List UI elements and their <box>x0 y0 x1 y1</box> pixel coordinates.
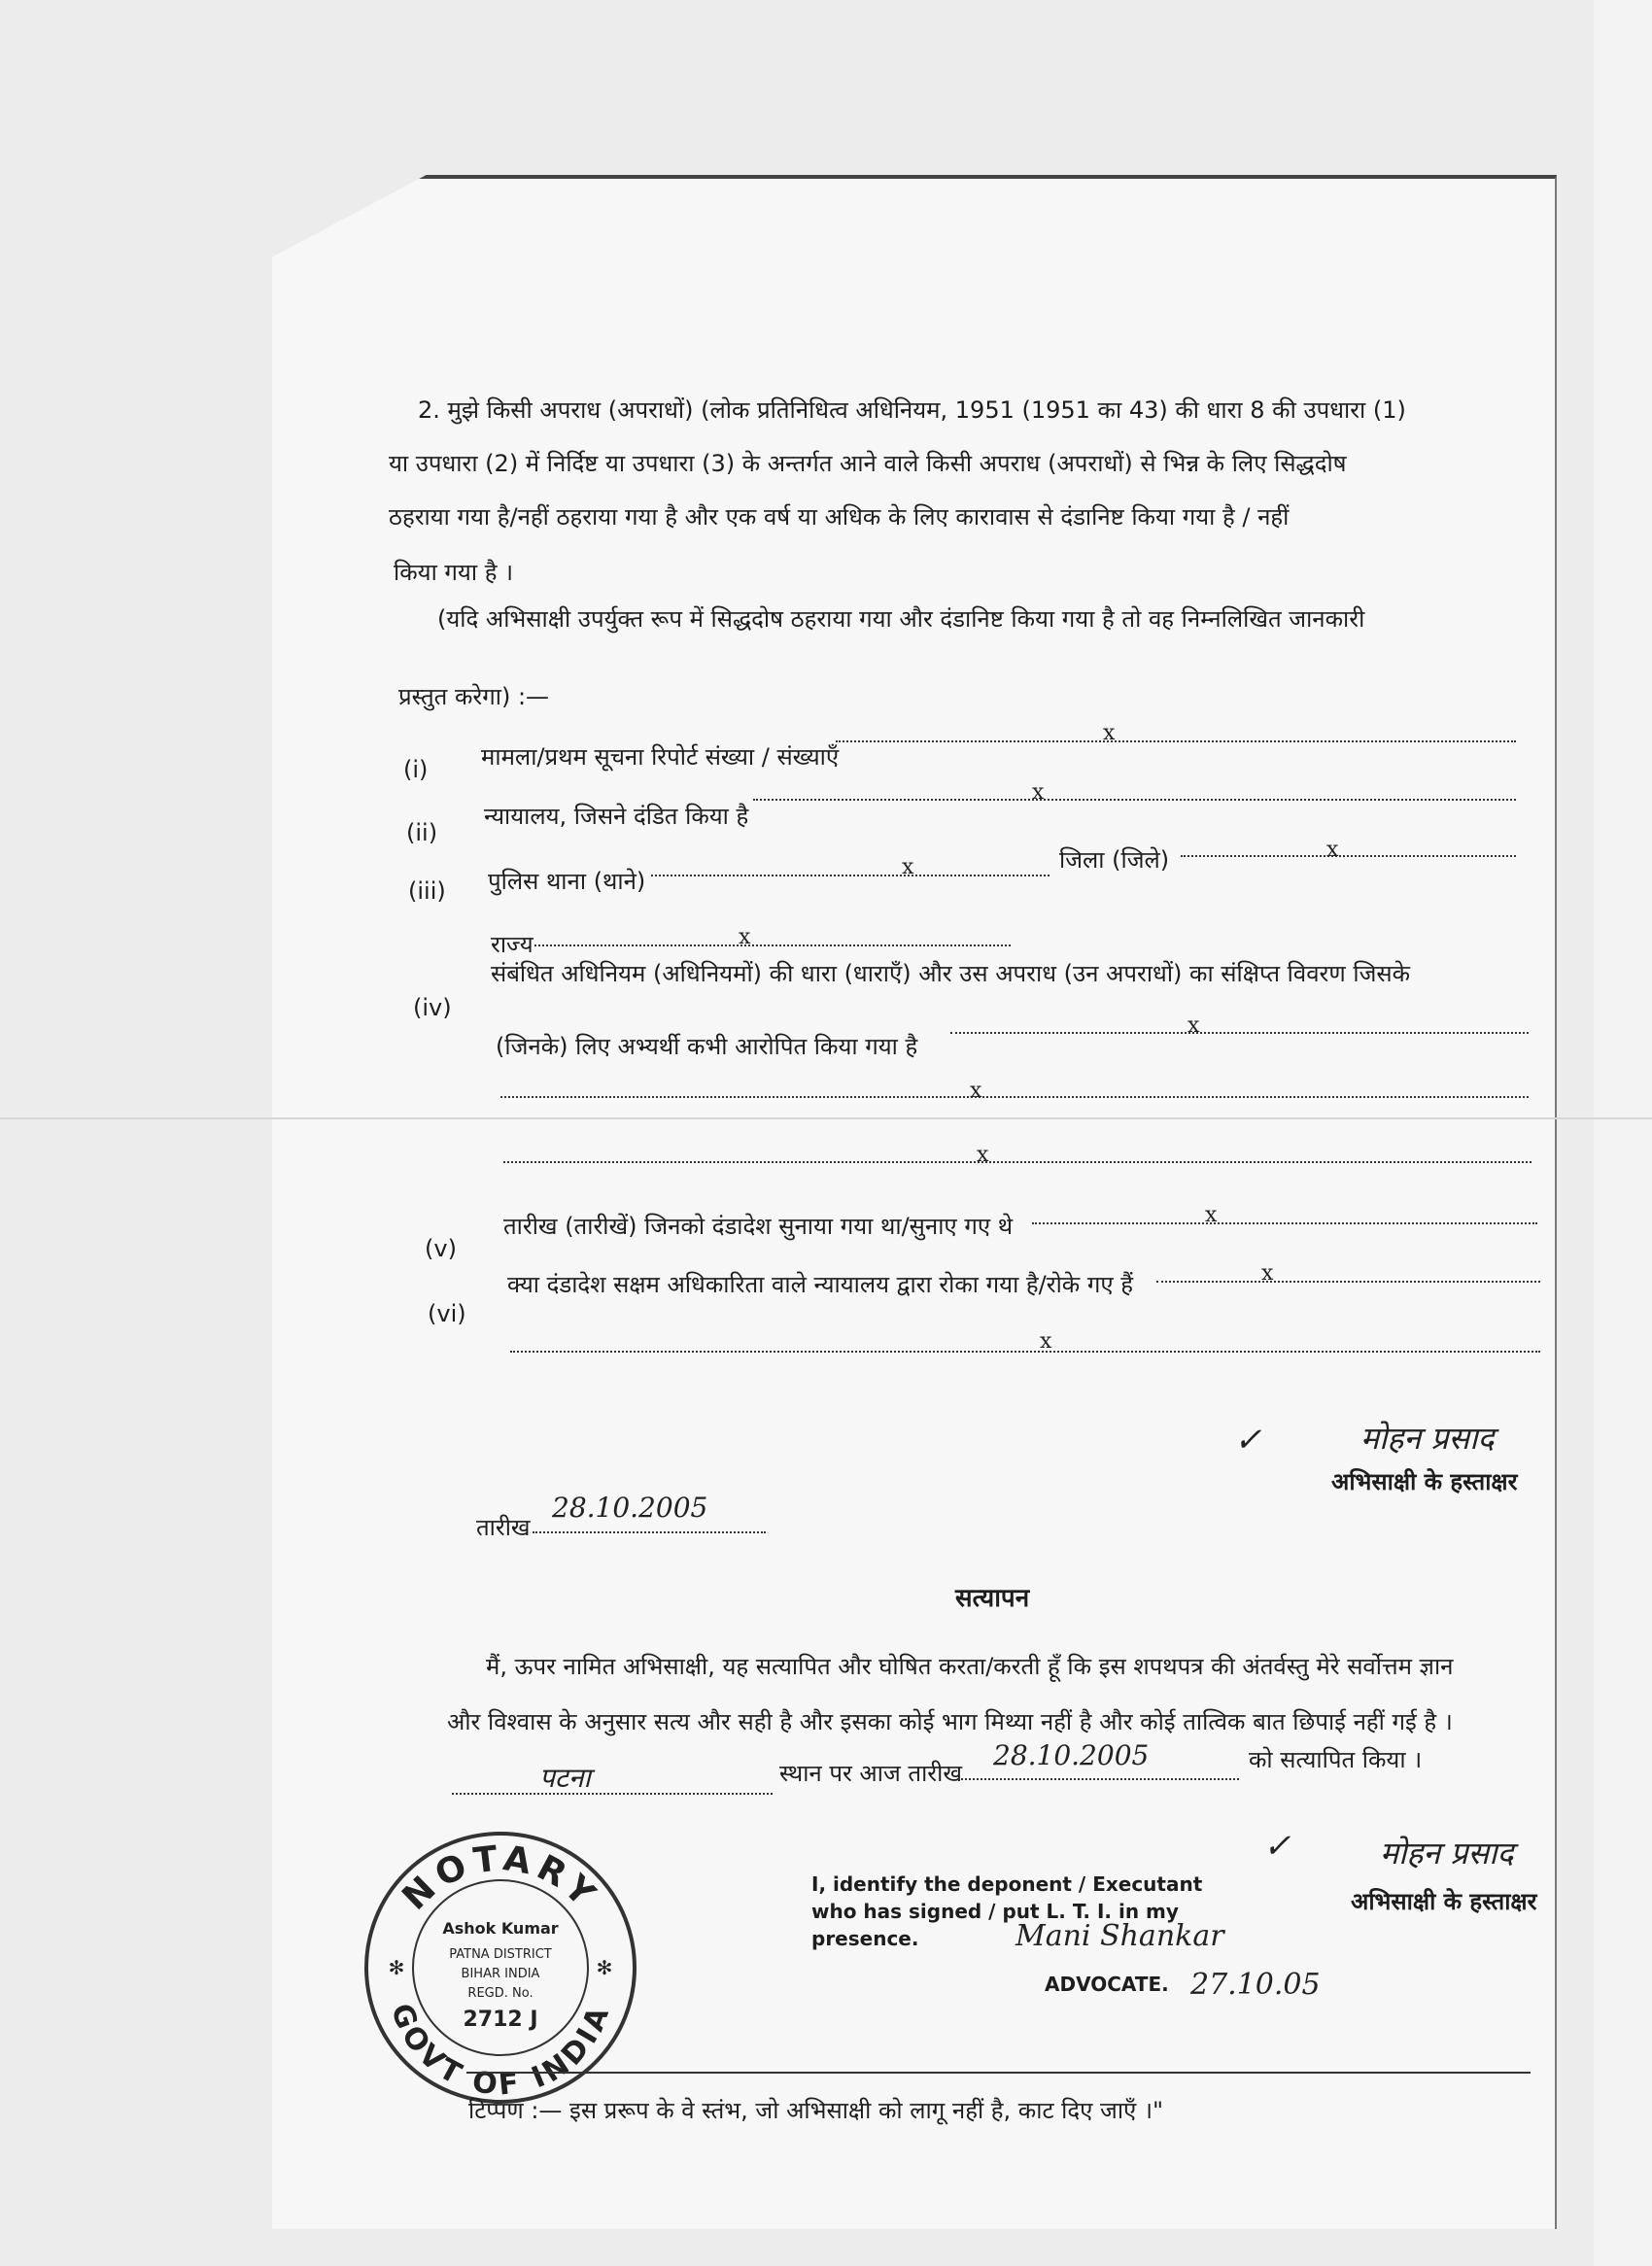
item-iv-blank2 <box>500 1096 1529 1098</box>
item-iii-cross1: x <box>902 855 914 879</box>
note-rule <box>466 2072 1531 2074</box>
paper-fold <box>0 1117 1652 1119</box>
item-vi-label: क्या दंडादेश सक्षम अधिकारिता वाले न्यायालय द्वारा रोका गया है/रोके गए हैं <box>507 1271 1134 1298</box>
item-iii-number: (iii) <box>408 877 446 905</box>
notary-state: BIHAR INDIA <box>461 1967 540 1981</box>
item-ii-number: (ii) <box>406 819 438 846</box>
item-i-label: मामला/प्रथम सूचना रिपोर्ट संख्या / संख्याएँ <box>481 743 840 771</box>
identify-line2: who has signed / put L. T. I. in my <box>811 1900 1179 1923</box>
advocate-date: 27.10.05 <box>1190 1968 1321 2002</box>
place-blank <box>452 1793 773 1795</box>
verification-line2: और विश्वास के अनुसार सत्य और सही है और इसका कोई भाग मिथ्या नहीं है और कोई तात्विक बात छिपाई नहीं गई है । <box>447 1708 1453 1735</box>
notary-district: PATNA DISTRICT <box>449 1947 552 1962</box>
item-i-number: (i) <box>403 756 429 783</box>
signature-caption-2: अभिसाक्षी के हस्ताक्षर <box>1351 1888 1537 1915</box>
item-i-cross: x <box>1103 721 1116 745</box>
item-v-cross: x <box>1205 1203 1218 1227</box>
intro-line1: (यदि अभिसाक्षी उपर्युक्त रूप में सिद्धदोष ठहराया गया और दंडानिष्ट किया गया है तो वह निम्नलिखित जानकारी <box>437 605 1365 633</box>
notary-regd: REGD. No. <box>467 1986 533 2001</box>
advocate-label: ADVOCATE. <box>1045 1973 1169 1996</box>
item-iv-cross1: x <box>1187 1013 1200 1038</box>
verification-title: सत्यापन <box>955 1584 1030 1613</box>
item-iii-label: पुलिस थाना (थाने) <box>488 868 646 895</box>
item-v-blank <box>1032 1222 1537 1224</box>
item-iii-cross2: x <box>1326 838 1339 862</box>
verify-date-value: 28.10.2005 <box>993 1739 1150 1771</box>
notary-bottom-text: GOVT OF INDIA <box>383 1999 618 2103</box>
item-ii-label: न्यायालय, जिसने दंडित किया है <box>484 803 749 830</box>
verify-date-blank <box>957 1778 1239 1780</box>
item-iv-blank1 <box>950 1032 1529 1034</box>
verify-end-text: को सत्यापित किया । <box>1249 1746 1423 1773</box>
note-text: टिप्पण :— इस प्ररूप के वे स्तंभ, जो अभिसाक्षी को लागू नहीं है, काट दिए जाएँ ।" <box>468 2097 1164 2124</box>
item-iii-state-blank <box>534 944 1011 946</box>
signature-caption-1: अभिसाक्षी के हस्ताक्षर <box>1331 1468 1518 1495</box>
notary-top-text: NOTARY <box>395 1838 606 1918</box>
date-blank <box>533 1531 766 1533</box>
item-iii-district-blank <box>1181 855 1516 857</box>
date-label: तारीख <box>476 1514 531 1541</box>
item-iv-number: (iv) <box>413 994 452 1021</box>
item-vi-cross1: x <box>1261 1261 1274 1286</box>
item-iv-cross2: x <box>970 1079 982 1103</box>
star-right-icon: ✻ <box>596 1956 613 1979</box>
tick-mark-1: ✓ <box>1234 1421 1262 1459</box>
item-iii-thana-blank <box>651 875 1050 876</box>
para2-line1: 2. मुझे किसी अपराध (अपराधों) (लोक प्रतिनिधित्व अधिनियम, 1951 (1951 का 43) की धारा 8 की उपधारा (1) <box>418 396 1406 424</box>
item-v-number: (v) <box>425 1235 457 1262</box>
item-ii-cross: x <box>1032 780 1045 805</box>
identify-line3: presence. <box>811 1927 919 1950</box>
item-iii-cross3: x <box>739 925 751 949</box>
notary-stamp <box>360 1827 641 2109</box>
deponent-signature-2: मोहन प्रसाद <box>1380 1835 1514 1871</box>
item-ii-blank <box>753 799 1516 801</box>
item-vi-number: (vi) <box>428 1300 466 1327</box>
place-value: पटना <box>539 1762 591 1794</box>
verification-line1: मैं, ऊपर नामित अभिसाक्षी, यह सत्यापित और घोषित करता/करती हूँ कि इस शपथपत्र की अंतर्वस्तु मेरे सर्वोत्तम ज्ञान <box>486 1653 1454 1680</box>
date-value: 28.10.2005 <box>552 1492 708 1524</box>
svg-text:NOTARY <box>395 1838 605 1918</box>
item-iv-line1: संबंधित अधिनियम (अधिनियमों) की धारा (धाराएँ) और उस अपराध (उन अपराधों) का संक्षिप्त विवरण जिसके <box>491 960 1411 987</box>
place-text: स्थान पर आज तारीख <box>779 1760 962 1787</box>
item-iii-district-label: जिला (जिले) <box>1059 846 1170 874</box>
identify-line1: I, identify the deponent / Executant <box>811 1872 1203 1896</box>
item-vi-blank1 <box>1156 1281 1540 1283</box>
notary-number: 2712 J <box>463 2008 538 2032</box>
para2-line4: किया गया है । <box>394 559 514 586</box>
notary-name: Ashok Kumar <box>442 1919 559 1938</box>
item-vi-blank2 <box>510 1351 1540 1353</box>
item-iv-blank3 <box>503 1161 1532 1163</box>
tick-mark-2: ✓ <box>1263 1827 1291 1866</box>
deponent-signature-1: मोहन प्रसाद <box>1360 1420 1495 1457</box>
item-iii-state-label: राज्य <box>491 931 533 958</box>
item-vi-cross2: x <box>1040 1329 1052 1354</box>
item-v-label: तारीख (तारीखें) जिनको दंडादेश सुनाया गया था/सुनाए गए थे <box>503 1213 1014 1240</box>
intro-line2: प्रस्तुत करेगा) :— <box>398 683 550 710</box>
star-left-icon: ✻ <box>388 1956 405 1979</box>
para2-line2: या उपधारा (2) में निर्दिष्ट या उपधारा (3) के अन्तर्गत आने वाले किसी अपराध (अपराधों) से भिन्न के लिए सिद्धदोष <box>389 450 1347 477</box>
item-i-blank <box>836 740 1516 742</box>
advocate-signature: Mani Shankar <box>1015 1919 1224 1953</box>
item-iv-line2: (जिनके) लिए अभ्यर्थी कभी आरोपित किया गया है <box>496 1033 918 1060</box>
para2-line3: ठहराया गया है/नहीं ठहराया गया है और एक वर्ष या अधिक के लिए कारावास से दंडानिष्ट किया गया है / नहीं <box>389 503 1290 531</box>
item-iv-cross3: x <box>977 1143 989 1167</box>
